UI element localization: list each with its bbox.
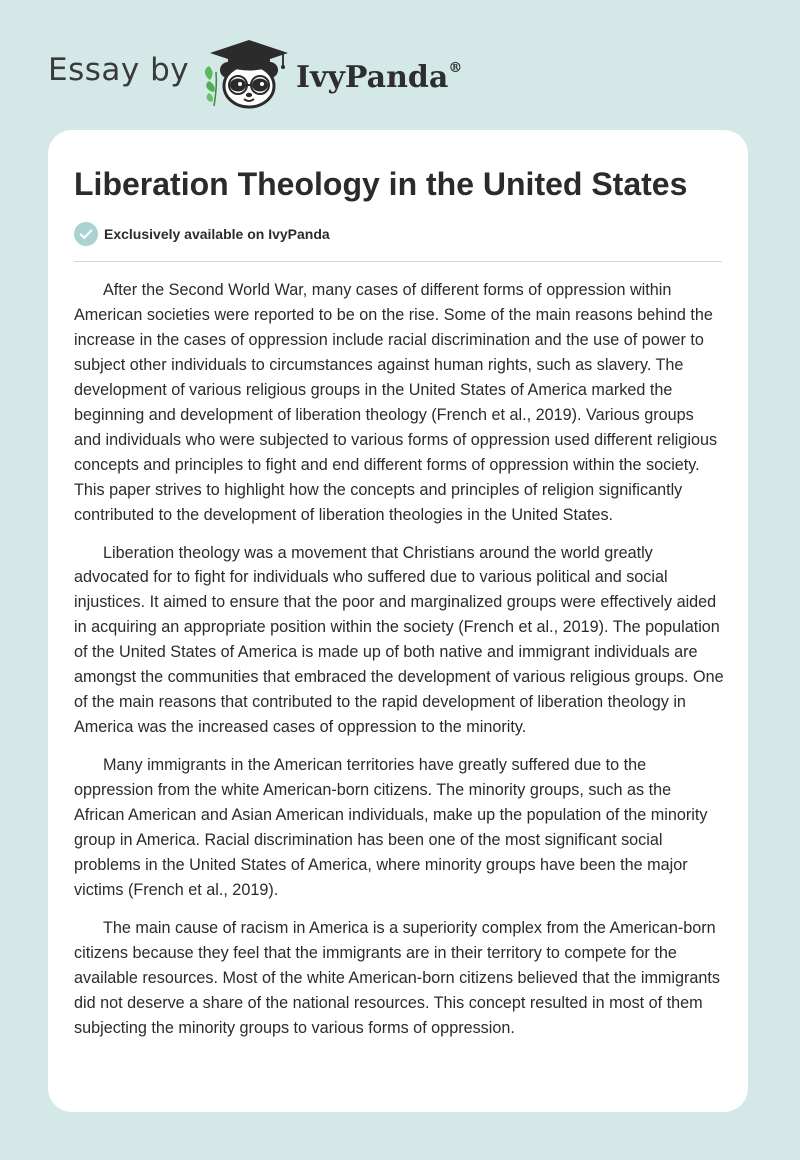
paragraph: Many immigrants in the American territories have greatly suffered due to the oppression from the white American-born citizens. The minority groups, such as the African American and Asian American individuals, make up the population of the minority group in America. Racial discrimination has been one of the most significant social problems in the United States of America, where minority groups have been the major victims (French et al., 2019). <box>74 756 708 899</box>
brand-name <box>296 52 462 98</box>
exclusive-badge <box>74 222 330 246</box>
page-title: Liberation Theology in the United States <box>74 166 688 202</box>
registered-mark: ® <box>448 60 463 76</box>
paragraph: Liberation theology was a movement that Christians around the world greatly advocated for to fight for individuals who suffered due to various political and social injustices. It aimed to ensure that the poor and marginalized groups were effectively aided in acquiring an appropriate position within the society (French et al., 2019). The population of the United States of America is made up of both native and immigrant individuals are amongst the communities that embraced the development of various religious groups. One of the main reasons that contributed to the rapid development of liberation theology in America was the increased cases of oppression to the minority. <box>74 543 724 737</box>
paragraph: After the Second World War, many cases of different forms of oppression within American societies were reported to be on the rise. Some of the main reasons behind the increase in the cases of oppression include racial discrimination and the use of power to subject other individuals to circumstances against human rights, such as slavery. The development of various religious groups in the United States of America marked the beginning and development of liberation theology (French et al., 2019). Various groups and individuals who were subjected to various forms of oppression used different religious concepts and principles to fight and end different forms of oppression within the society. This paper strives to highlight how the concepts and principles of religion significantly contributed to the development of liberation theologies in the United States. <box>74 281 718 524</box>
site-header <box>0 0 800 130</box>
paragraph: The main cause of racism in America is a superiority complex from the American-born citizens because they feel that the immigrants are in their territory to compete for the available resources. Most of the white American-born citizens believed that the immigrants did not deserve a share of the national resources. This concept resulted in most of them subjecting the minority groups to various forms of oppression. <box>74 918 721 1037</box>
panda-graduate-icon <box>200 36 294 110</box>
article-body <box>74 278 724 1054</box>
essay-card <box>48 130 748 1112</box>
brand-name-text: IvyPanda <box>296 60 449 95</box>
check-circle-icon <box>74 222 98 246</box>
divider <box>74 261 722 262</box>
badge-text: Exclusively available on IvyPanda <box>104 226 330 242</box>
brand-prefix: Essay by <box>48 52 190 88</box>
